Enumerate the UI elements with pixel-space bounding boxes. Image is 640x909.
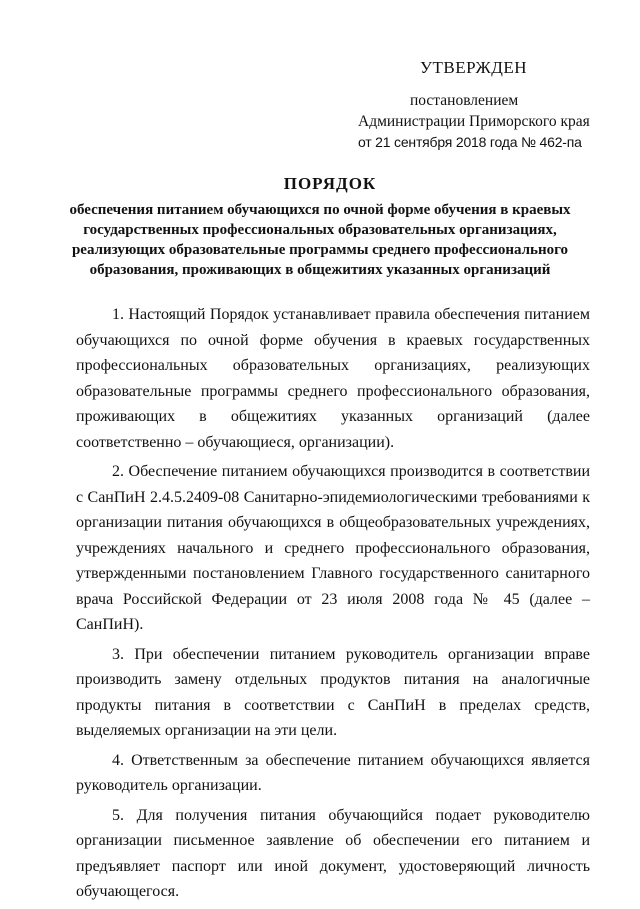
approval-line-1: постановлением — [410, 92, 519, 109]
paragraph-3: 3. При обеспечении питанием руководитель организации вправе производить замену отдельных продуктов питания на аналогичные продукты питания в соответствии с СанПиН в пределах средств, выделяемых организации на эти цели. — [76, 645, 590, 739]
paragraph-5: 5. Для получения питания обучающийся подает руководителю организации письменное заявление об обеспечении его питанием и предъявляет паспорт или иной документ, удостоверяющий личность обучающегося. — [76, 806, 590, 900]
paragraph-2: 2. Обеспечение питанием обучающихся производится в соответствии с СанПиН 2.4.5.2409-08 Санитарно-эпидемиологическими требованиями к организации питания обучающихся в общеобразовательных учреждениях, учреждениях начального и среднего профессионального образования, утвержденными постановлением Главного государственного санитарного врача Российской Федерации от 23 июля 2008 года № 45 (далее – СанПиН). — [76, 463, 590, 633]
approval-line-2: Администрации Приморского края — [358, 113, 590, 130]
paragraph-1: 1. Настоящий Порядок устанавливает правила обеспечения питанием обучающихся по очной форме обучения в краевых государственных профессиональных образовательных организациях, реализующих образовательные программы среднего профессионального образования, проживающих в общежитиях указанных организаций (далее соответственно – обучающиеся, организации). — [76, 306, 590, 451]
approval-line-3: от 21 сентября 2018 года № 462-па — [358, 134, 582, 150]
approval-heading: УТВЕРЖДЕН — [420, 58, 527, 77]
paragraph-4: 4. Ответственным за обеспечение питанием обучающихся является руководитель организации. — [76, 751, 590, 794]
document-subtitle: обеспечения питанием обучающихся по очной форме обучения в краевых государственных профессиональных образовательных организациях, реализующих образовательные программы среднего профессионального образования, проживающих в общежитиях указанных организаций — [69, 202, 571, 278]
approval-block — [358, 58, 608, 153]
document-body — [76, 302, 590, 909]
document-title: ПОРЯДОК — [283, 174, 377, 193]
document-title-block — [60, 174, 580, 280]
